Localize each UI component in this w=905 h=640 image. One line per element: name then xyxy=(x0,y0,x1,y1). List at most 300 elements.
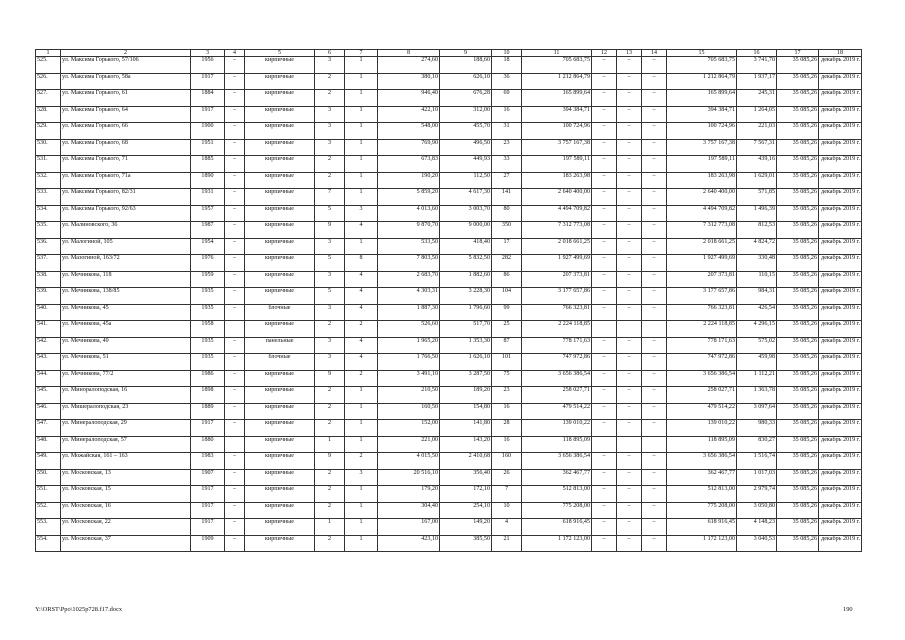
table-cell: 7 xyxy=(492,486,522,503)
table-cell: 1 516,74 xyxy=(737,453,777,470)
table-cell: 7 803,50 xyxy=(378,255,440,272)
table-cell: 1 172 123,00 xyxy=(667,535,737,552)
table-cell: – xyxy=(225,123,245,140)
table-cell: – xyxy=(592,255,617,272)
column-number-cell: 12 xyxy=(592,50,617,57)
table-cell: – xyxy=(642,387,667,404)
table-cell: 1976 xyxy=(191,255,225,272)
table-cell: – xyxy=(617,502,642,519)
table-row xyxy=(36,205,862,222)
column-number-cell: 1 xyxy=(36,50,61,57)
table-cell: 5 xyxy=(315,255,345,272)
table-cell: 1 626,10 xyxy=(440,354,492,371)
table-cell: – xyxy=(225,255,245,272)
table-cell: ул. Малиновского, 36 xyxy=(61,222,191,239)
table-cell: 830,27 xyxy=(737,436,777,453)
table-cell: 362 467,77 xyxy=(522,469,592,486)
table-cell: 183 263,98 xyxy=(522,172,592,189)
table-cell: 1 xyxy=(345,486,378,503)
table-cell: – xyxy=(592,387,617,404)
table-cell: ул. Максима Горького, 68 xyxy=(61,139,191,156)
date-text: декабрь 2019 г. xyxy=(821,255,860,261)
table-cell: 531. xyxy=(36,156,61,173)
table-cell: – xyxy=(617,90,642,107)
table-cell xyxy=(819,139,862,156)
table-cell: 3 757 167,38 xyxy=(667,139,737,156)
table-cell: 35 085,26 xyxy=(777,337,819,354)
table-cell: 183 263,98 xyxy=(667,172,737,189)
table-cell: – xyxy=(225,90,245,107)
table-cell: – xyxy=(642,139,667,156)
table-cell: 1889 xyxy=(191,403,225,420)
table-cell: 3 287,50 xyxy=(440,370,492,387)
table-cell: 190,20 xyxy=(378,172,440,189)
table-cell: 35 085,26 xyxy=(777,222,819,239)
table-cell: ул. Мечникова, 51 xyxy=(61,354,191,371)
table-cell: – xyxy=(592,139,617,156)
table-cell: 529. xyxy=(36,123,61,140)
table-cell: 549. xyxy=(36,453,61,470)
table-cell: 210,50 xyxy=(378,387,440,404)
table-cell: – xyxy=(225,370,245,387)
table-cell: 3 xyxy=(315,106,345,123)
table-cell xyxy=(819,436,862,453)
table-cell: ул. Максима Горького, 61 xyxy=(61,90,191,107)
table-cell: 538. xyxy=(36,271,61,288)
table-cell: – xyxy=(592,57,617,74)
date-text: декабрь 2019 г. xyxy=(821,106,860,113)
table-cell: 258 027,71 xyxy=(522,387,592,404)
table-cell: – xyxy=(642,156,667,173)
table-cell: 4 xyxy=(345,354,378,371)
column-number-cell: 17 xyxy=(777,50,819,57)
table-cell: 18 xyxy=(492,57,522,74)
table-row xyxy=(36,519,862,536)
table-cell: 2 xyxy=(315,387,345,404)
table-cell: 533. xyxy=(36,189,61,206)
table-cell: 3 656 386,54 xyxy=(667,370,737,387)
table-cell: – xyxy=(617,420,642,437)
table-cell: 165 899,64 xyxy=(522,90,592,107)
table-cell: – xyxy=(617,354,642,371)
table-cell: 541. xyxy=(36,321,61,338)
table-cell: 207 373,81 xyxy=(522,271,592,288)
table-cell: ул. Максима Горького, 82/31 xyxy=(61,189,191,206)
column-number-cell: 13 xyxy=(617,50,642,57)
table-cell: 1 xyxy=(345,172,378,189)
page-number: 190 xyxy=(843,606,853,613)
table-row xyxy=(36,57,862,74)
table-cell xyxy=(819,271,862,288)
table-cell: 35 085,26 xyxy=(777,535,819,552)
table-cell: кирпичные xyxy=(245,106,315,123)
date-text: декабрь 2019 г. xyxy=(821,519,860,525)
table-cell: ул. Мечникова, 77/2 xyxy=(61,370,191,387)
table-cell: 984,31 xyxy=(737,288,777,305)
table-cell: – xyxy=(592,535,617,552)
table-cell: кирпичные xyxy=(245,519,315,536)
table-cell: ул. Мечникова, 45 xyxy=(61,304,191,321)
table-row xyxy=(36,420,862,437)
table-cell: ул. Мечникова, 118 xyxy=(61,271,191,288)
table-cell: 385,50 xyxy=(440,535,492,552)
column-number-cell: 8 xyxy=(378,50,440,57)
table-cell: 1890 xyxy=(191,172,225,189)
table-cell: 547. xyxy=(36,420,61,437)
table-cell: 512 813,00 xyxy=(522,486,592,503)
table-cell: панельные xyxy=(245,337,315,354)
table-cell: 35 085,26 xyxy=(777,304,819,321)
table-cell: 1957 xyxy=(191,205,225,222)
table-cell: кирпичные xyxy=(245,123,315,140)
table-cell: – xyxy=(642,57,667,74)
table-cell: 548. xyxy=(36,436,61,453)
table-cell: 304,40 xyxy=(378,502,440,519)
table-cell: – xyxy=(642,502,667,519)
table-cell: 35 085,26 xyxy=(777,502,819,519)
table-row xyxy=(36,172,862,189)
table-cell: 2 xyxy=(345,453,378,470)
table-cell: 1 887,30 xyxy=(378,304,440,321)
table-cell xyxy=(819,189,862,206)
table-cell xyxy=(819,535,862,552)
table-cell: 2 xyxy=(315,73,345,90)
table-cell: – xyxy=(225,73,245,90)
table-cell: 3 097,64 xyxy=(737,403,777,420)
date-text: декабрь 2019 г. xyxy=(821,238,860,245)
table-cell: 4 148,23 xyxy=(737,519,777,536)
table-cell: 2 xyxy=(315,172,345,189)
table-cell: 534. xyxy=(36,205,61,222)
table-cell xyxy=(819,255,862,272)
table-cell: 23 xyxy=(492,387,522,404)
table-cell: 535. xyxy=(36,222,61,239)
table-cell: 356,40 xyxy=(440,469,492,486)
table-cell: 618 916,45 xyxy=(667,519,737,536)
table-cell: 26 xyxy=(492,469,522,486)
table-cell: 479 514,22 xyxy=(522,403,592,420)
table-cell xyxy=(642,321,667,338)
table-cell: 101 xyxy=(492,354,522,371)
column-number-cell: 6 xyxy=(315,50,345,57)
table-cell: – xyxy=(592,354,617,371)
table-cell xyxy=(819,172,862,189)
table-cell xyxy=(592,321,617,338)
table-cell: ул. Мазогиной, 163/72 xyxy=(61,255,191,272)
table-row xyxy=(36,486,862,503)
table-cell: 1 xyxy=(315,436,345,453)
table-cell: 4 013,60 xyxy=(378,205,440,222)
table-cell: 87 xyxy=(492,337,522,354)
table-cell: 496,50 xyxy=(440,139,492,156)
table-cell: – xyxy=(617,535,642,552)
table-cell: 141 xyxy=(492,189,522,206)
table-row xyxy=(36,106,862,123)
table-row xyxy=(36,304,862,321)
table-cell: кирпичные xyxy=(245,139,315,156)
date-text: декабрь 2019 г. xyxy=(821,502,860,509)
table-cell: 5 xyxy=(315,205,345,222)
table-cell: – xyxy=(617,106,642,123)
table-cell: 1 937,17 xyxy=(737,73,777,90)
table-cell: ул. Миноралоподская, 16 xyxy=(61,387,191,404)
table-cell: кирпичные xyxy=(245,486,315,503)
table-cell: 23 xyxy=(492,139,522,156)
table-cell: 946,40 xyxy=(378,90,440,107)
table-cell: 1 766,50 xyxy=(378,354,440,371)
table-cell: 2 xyxy=(315,90,345,107)
table-cell: – xyxy=(617,205,642,222)
table-cell: 5 859,20 xyxy=(378,189,440,206)
table-cell xyxy=(819,387,862,404)
table-cell xyxy=(819,519,862,536)
table-cell: 2 xyxy=(315,486,345,503)
table-cell: 4 xyxy=(345,304,378,321)
table-cell: 1987 xyxy=(191,222,225,239)
table-cell: 3 xyxy=(315,271,345,288)
table-cell: 747 972,86 xyxy=(667,354,737,371)
table-cell: 100 724,96 xyxy=(522,123,592,140)
table-cell: – xyxy=(225,106,245,123)
column-number-cell: 10 xyxy=(492,50,522,57)
table-cell: 1 xyxy=(345,238,378,255)
table-cell xyxy=(592,436,617,453)
date-text: декабрь 2019 г. xyxy=(821,453,860,459)
table-cell: 3 050,80 xyxy=(737,502,777,519)
table-cell: – xyxy=(592,486,617,503)
table-cell xyxy=(819,106,862,123)
table-cell xyxy=(819,321,862,338)
table-cell: 1 xyxy=(345,139,378,156)
table-cell: ул. Московская, 15 xyxy=(61,486,191,503)
table-cell: 160,50 xyxy=(378,403,440,420)
table-cell: – xyxy=(642,73,667,90)
table-cell: 747 972,86 xyxy=(522,354,592,371)
table-cell: 118 895,09 xyxy=(667,436,737,453)
table-cell: ул. Минералоподская, 57 xyxy=(61,436,191,453)
table-cell: 35 085,26 xyxy=(777,123,819,140)
table-cell: 526,60 xyxy=(378,321,440,338)
table-cell: – xyxy=(642,172,667,189)
date-text: декабрь 2019 г. xyxy=(821,304,860,311)
table-cell: 282 xyxy=(492,255,522,272)
table-row xyxy=(36,90,862,107)
table-cell: – xyxy=(617,403,642,420)
date-text: декабрь 2019 г. xyxy=(821,337,860,344)
table-cell: 1 xyxy=(345,519,378,536)
table-cell: 554. xyxy=(36,535,61,552)
table-cell: 705 683,75 xyxy=(522,57,592,74)
column-number-row xyxy=(36,50,862,57)
table-cell: 1 xyxy=(345,73,378,90)
table-cell: кирпичные xyxy=(245,436,315,453)
table-cell: 3 xyxy=(315,139,345,156)
table-cell: 258 027,71 xyxy=(667,387,737,404)
table-cell: 36 xyxy=(492,73,522,90)
table-cell: – xyxy=(617,519,642,536)
table-cell xyxy=(819,73,862,90)
table-cell: 528. xyxy=(36,106,61,123)
table-cell: 35 085,26 xyxy=(777,156,819,173)
table-cell: 221,03 xyxy=(737,123,777,140)
table-cell: кирпичные xyxy=(245,172,315,189)
table-cell: 980,33 xyxy=(737,420,777,437)
table-cell: 3 xyxy=(315,304,345,321)
table-cell: 1954 xyxy=(191,238,225,255)
table-row xyxy=(36,255,862,272)
table-cell: 35 085,26 xyxy=(777,519,819,536)
date-text: декабрь 2019 г. xyxy=(821,57,860,63)
table-cell: 3 xyxy=(315,238,345,255)
table-cell: 543. xyxy=(36,354,61,371)
table-cell: 545. xyxy=(36,387,61,404)
date-text: декабрь 2019 г. xyxy=(821,370,860,377)
date-text: декабрь 2019 г. xyxy=(821,172,860,179)
table-cell: – xyxy=(617,288,642,305)
table-cell: кирпичные xyxy=(245,73,315,90)
table-cell: кирпичные xyxy=(245,255,315,272)
table-cell xyxy=(819,420,862,437)
table-cell: 1885 xyxy=(191,156,225,173)
table-cell: 812,53 xyxy=(737,222,777,239)
table-cell: 35 085,26 xyxy=(777,90,819,107)
table-cell: 7 312 773,08 xyxy=(522,222,592,239)
table-cell: 536. xyxy=(36,238,61,255)
table-cell: 35 085,26 xyxy=(777,403,819,420)
table-cell: – xyxy=(592,156,617,173)
table-cell: – xyxy=(642,469,667,486)
table-cell: 35 085,26 xyxy=(777,321,819,338)
table-cell: 25 xyxy=(492,321,522,338)
table-cell: 197 589,11 xyxy=(522,156,592,173)
table-cell: кирпичные xyxy=(245,502,315,519)
table-cell: 274,60 xyxy=(378,57,440,74)
table-cell: 1900 xyxy=(191,123,225,140)
table-cell: 16 xyxy=(492,106,522,123)
table-cell: 4 824,72 xyxy=(737,238,777,255)
table-cell: 1917 xyxy=(191,486,225,503)
table-cell: 1 xyxy=(345,535,378,552)
table-cell: – xyxy=(642,304,667,321)
table-cell: 3 xyxy=(315,354,345,371)
table-row xyxy=(36,387,862,404)
table-cell: 1917 xyxy=(191,502,225,519)
table-cell: 3 xyxy=(345,469,378,486)
table-cell: 540. xyxy=(36,304,61,321)
table-cell: – xyxy=(617,370,642,387)
table-cell: 532. xyxy=(36,172,61,189)
table-cell: – xyxy=(642,255,667,272)
table-cell: 179,20 xyxy=(378,486,440,503)
table-cell: 546. xyxy=(36,403,61,420)
table-cell: ул. Максима Горького, 71 xyxy=(61,156,191,173)
table-row xyxy=(36,370,862,387)
table-cell xyxy=(819,486,862,503)
table-cell: 2 xyxy=(345,370,378,387)
table-cell xyxy=(819,469,862,486)
table-cell: 439,16 xyxy=(737,156,777,173)
table-cell: 1951 xyxy=(191,139,225,156)
table-cell: 188,60 xyxy=(440,57,492,74)
table-cell: – xyxy=(617,238,642,255)
table-cell: ул. Максима Горького, 66 xyxy=(61,123,191,140)
table-cell: 9 xyxy=(315,453,345,470)
table-cell: – xyxy=(225,519,245,536)
column-number-cell: 15 xyxy=(667,50,737,57)
table-cell xyxy=(819,453,862,470)
table-cell: 35 085,26 xyxy=(777,139,819,156)
table-cell: – xyxy=(225,469,245,486)
table-cell: 330,48 xyxy=(737,255,777,272)
table-cell: 31 xyxy=(492,123,522,140)
table-cell: 35 085,26 xyxy=(777,189,819,206)
table-cell: 1 xyxy=(345,387,378,404)
table-cell: – xyxy=(592,172,617,189)
table-cell: 1 264,05 xyxy=(737,106,777,123)
table-cell: 1 xyxy=(345,57,378,74)
date-text: декабрь 2019 г. xyxy=(821,139,860,146)
table-cell: – xyxy=(225,502,245,519)
table-cell: – xyxy=(617,337,642,354)
table-cell: 542. xyxy=(36,337,61,354)
table-cell: – xyxy=(592,205,617,222)
table-cell: 1909 xyxy=(191,535,225,552)
table-cell: 1 212 864,79 xyxy=(667,73,737,90)
table-cell: кирпичные xyxy=(245,288,315,305)
table-cell: кирпичные xyxy=(245,90,315,107)
table-cell: 254,10 xyxy=(440,502,492,519)
table-cell: – xyxy=(642,189,667,206)
table-cell: 544. xyxy=(36,370,61,387)
table-cell: – xyxy=(592,370,617,387)
table-cell: 110,15 xyxy=(737,271,777,288)
table-cell: 2 224 118,85 xyxy=(522,321,592,338)
table-cell xyxy=(819,90,862,107)
table-cell: – xyxy=(225,535,245,552)
table-cell: – xyxy=(642,106,667,123)
table-cell: ул. Московская, 16 xyxy=(61,502,191,519)
table-cell: 1 927 499,69 xyxy=(522,255,592,272)
table-cell: ул. Максима Горького, 64 xyxy=(61,106,191,123)
table-cell: 1 xyxy=(315,519,345,536)
table-cell: 2 018 661,25 xyxy=(522,238,592,255)
table-cell: 1 363,78 xyxy=(737,387,777,404)
table-cell: 16 xyxy=(492,403,522,420)
table-cell: 1 629,01 xyxy=(737,172,777,189)
table-cell: 35 085,26 xyxy=(777,238,819,255)
date-text: декабрь 2019 г. xyxy=(821,222,860,228)
table-row xyxy=(36,354,862,371)
table-cell: 3 040,53 xyxy=(737,535,777,552)
table-cell: 1917 xyxy=(191,73,225,90)
table-cell: 20 516,10 xyxy=(378,469,440,486)
table-cell: 1917 xyxy=(191,420,225,437)
table-cell: 3 003,70 xyxy=(440,205,492,222)
table-cell: – xyxy=(592,73,617,90)
table-cell: кирпичные xyxy=(245,387,315,404)
table-cell: 2 xyxy=(315,420,345,437)
date-text: декабрь 2019 г. xyxy=(821,321,860,327)
table-cell: 571,85 xyxy=(737,189,777,206)
table-cell: – xyxy=(617,271,642,288)
table-cell xyxy=(225,321,245,338)
column-number-cell: 7 xyxy=(345,50,378,57)
table-cell: 552. xyxy=(36,502,61,519)
table-cell: 2 xyxy=(315,502,345,519)
table-cell: 35 085,26 xyxy=(777,172,819,189)
table-cell: – xyxy=(592,90,617,107)
table-cell: 4 494 709,82 xyxy=(522,205,592,222)
